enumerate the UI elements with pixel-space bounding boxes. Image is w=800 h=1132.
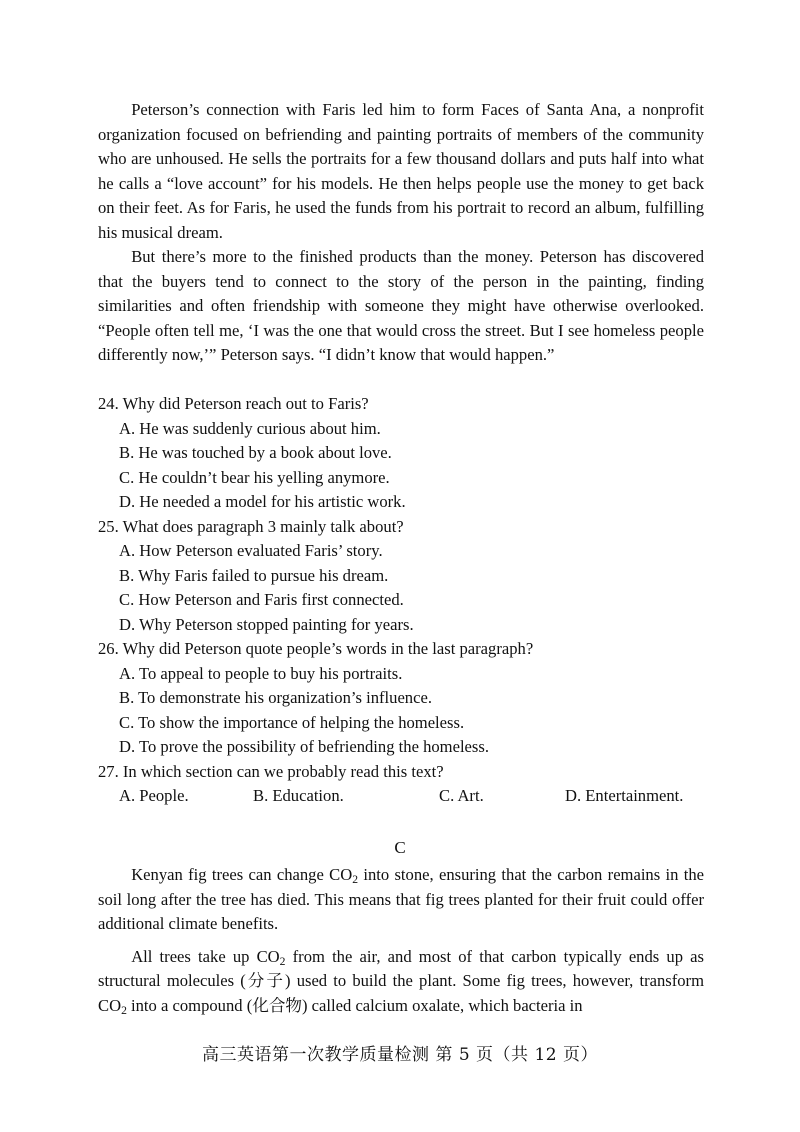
question-option: A. He was suddenly curious about him.: [119, 418, 381, 438]
question-option: A. To appeal to people to buy his portraits.: [119, 663, 403, 683]
passage-b: [98, 98, 704, 368]
question-option: A. How Peterson evaluated Faris’ story.: [119, 541, 383, 560]
section-letter: C: [394, 838, 406, 857]
question-option: B. To demonstrate his organization’s influence.: [119, 688, 432, 707]
subscript: 2: [279, 954, 286, 968]
passage-b-paragraph-2: But there’s more to the finished products than the money. Peterson has discovered that the buyers tend to connect to the story of the person in the painting, finding similarities and often friendship with someone they might have otherwise overlooked. “People often tell me, ‘I was the one that would cross the street. But I see homeless people differently now,’” Peterson says. “I didn’t know that would happen.”: [98, 247, 704, 364]
subscript: 2: [121, 1003, 127, 1017]
question-stem: 25. What does paragraph 3 mainly talk about?: [98, 516, 404, 536]
question-27: [98, 760, 704, 809]
question-option: D. He needed a model for his artistic work.: [119, 492, 406, 511]
question-option: D. Why Peterson stopped painting for years.: [119, 614, 414, 634]
passage-c: [98, 863, 704, 1018]
passage-c-text: Kenyan fig trees can change CO: [131, 865, 353, 884]
passage-c-paragraph-2: [98, 945, 704, 1019]
question-stem: 26. Why did Peterson quote people’s words in the last paragraph?: [98, 639, 534, 658]
question-option: B. He was touched by a book about love.: [119, 443, 392, 462]
question-stem: 27. In which section can we probably read this text?: [98, 761, 444, 781]
passage-c-text: into stone, ensuring that the carbon remains in the soil long after the tree has died. This means that fig trees planted for their fruit could offer additional climate benefits.: [98, 865, 705, 933]
question-option: B. Education.: [253, 786, 344, 805]
passage-c-text: All trees take up CO: [131, 946, 280, 966]
passage-c-paragraph-1: [98, 863, 704, 937]
passage-b-paragraph-1: Peterson’s connection with Faris led him to form Faces of Santa Ana, a nonprofit organization focused on befriending and painting portraits of members of the community who are unhoused. He sells the portraits for a few thousand dollars and puts half into what he calls a “love account” for his models. He then helps people use the money to get back on their feet. As for Faris, he used the funds from his portrait to record an album, fulfilling his musical dream.: [98, 100, 704, 242]
question-25: [98, 515, 704, 638]
passage-c-text: into a compound (化合物) called calcium oxalate, which bacteria in: [126, 995, 583, 1015]
question-option: D. To prove the possibility of befriending the homeless.: [119, 737, 489, 756]
question-option: C. To show the importance of helping the homeless.: [119, 712, 465, 732]
question-options-row: [119, 784, 704, 809]
question-option: C. He couldn’t bear his yelling anymore.: [119, 467, 390, 487]
page-footer: 高三英语第一次教学质量检测 第 5 页（共 12 页）: [202, 1045, 598, 1065]
question-24: [98, 392, 704, 515]
question-option: C. Art.: [439, 786, 484, 805]
subscript: 2: [352, 872, 359, 886]
question-option: C. How Peterson and Faris first connected.: [119, 590, 404, 609]
question-option: B. Why Faris failed to pursue his dream.: [119, 565, 389, 585]
passage-c-text: from the air, and most of that carbon typically ends up as structural molecules (分子) used to build the plant. Some fig trees, however, transform CO: [98, 946, 704, 1015]
question-26: [98, 637, 704, 760]
questions-block: [98, 392, 704, 809]
question-option: D. Entertainment.: [565, 786, 684, 805]
question-option: A. People.: [119, 786, 189, 805]
question-stem: 24. Why did Peterson reach out to Faris?: [98, 394, 369, 413]
